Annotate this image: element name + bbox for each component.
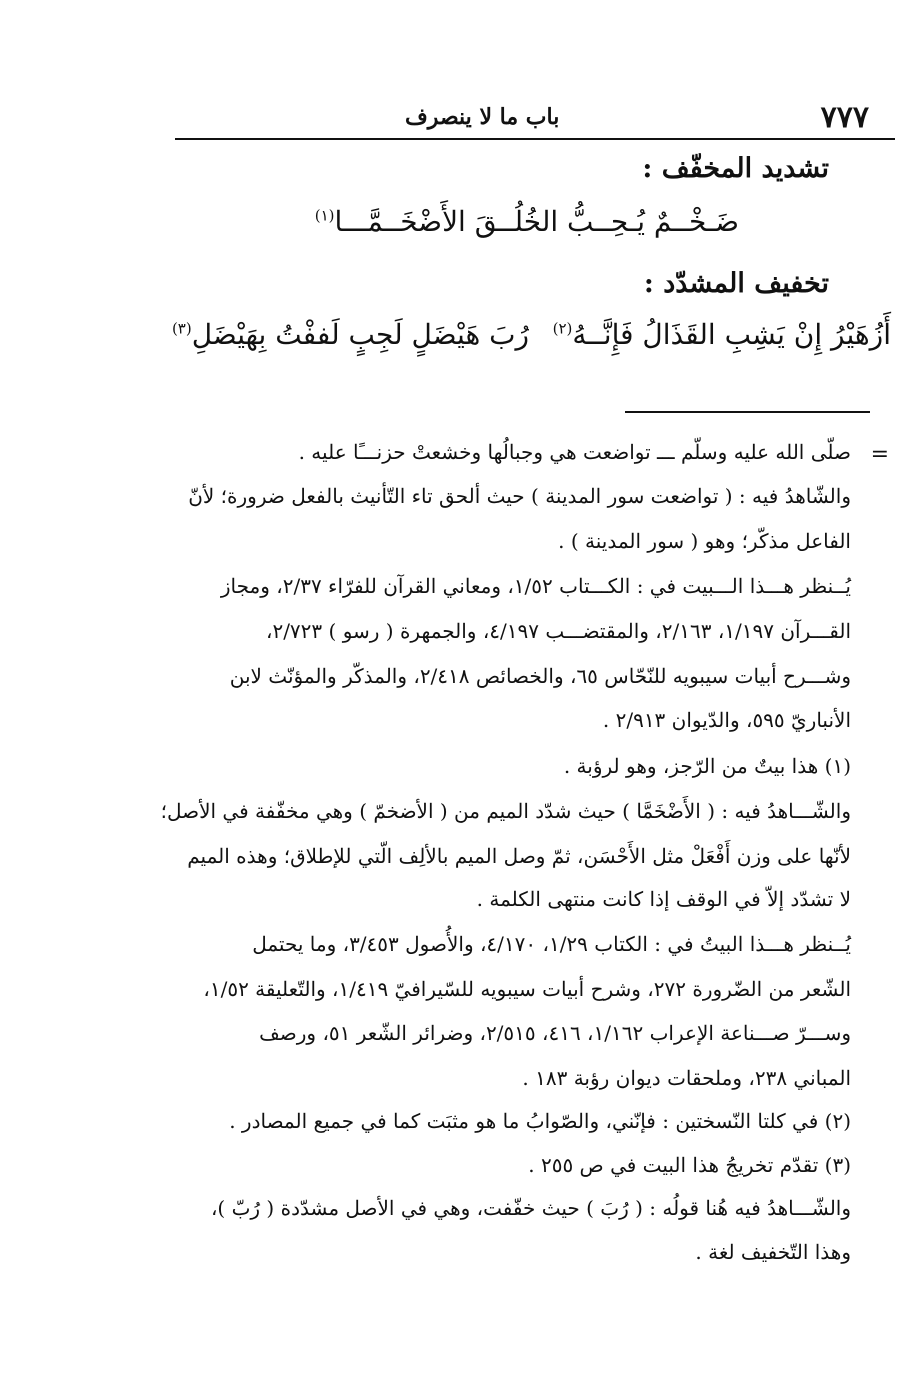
footnote-line: (٣) تقدّم تخريجُ هذا البيت في ص ٢٥٥ .	[528, 1153, 851, 1177]
verse-2-right-text: أَزُهَيْرُ إِنْ يَشِبِ القَذَالُ فَإِنَّــهُ	[572, 318, 891, 351]
header-divider	[175, 138, 895, 140]
footnote-line: (٢) في كلتا النّسختين : فإنّني، والصّوابُ ما هو مثبَت كما في جميع المصادر .	[229, 1109, 851, 1133]
footnote-line: الفاعل مذكّر؛ وهو ( سور المدينة ) .	[558, 529, 851, 553]
verse-2-left-text: رُبَ هَيْضَلٍ لَجِبٍ لَففْتُ بِهَيْضَلِ	[191, 318, 529, 351]
continuation-mark: =	[870, 442, 889, 467]
footnote-separator	[625, 411, 870, 413]
footnote-line: المباني ٢٣٨، وملحقات ديوان رؤبة ١٨٣ .	[522, 1066, 851, 1090]
footnote-line: لا تشدّد إلاّ في الوقف إذا كانت منتهى الكلمة .	[476, 887, 851, 911]
footnote-line: القـــرآن ١/١٩٧، ٢/١٦٣، والمقتضـــب ٤/١٩٧، والجمهرة ( رسو ) ٢/٧٢٣،	[265, 619, 851, 643]
page-number: ٧٧٧	[820, 100, 869, 135]
footnote-line: يُــنظر هـــذا الـــبيت في : الكـــتاب ١/٥٢، ومعاني القرآن للفرّاء ٢/٣٧، ومجاز	[220, 574, 851, 598]
verse-1	[315, 205, 739, 238]
footnote-line: لأنّها على وزن أَفْعَلْ مثل الأَحْسَن، ثمّ وصل الميم بالألِف الّتي للإطلاق؛ وهذه الميم	[187, 844, 851, 868]
footnote-ref-1: (١)	[314, 206, 335, 225]
verse-1-text: ضَـخْــمٌ يُـحِــبُّ الخُلُــقَ الأَضْخَــمَّـــا	[334, 205, 739, 238]
footnote-line: الأنباريّ ٥٩٥، والدّيوان ٢/٩١٣ .	[602, 708, 851, 732]
section-heading-takhfif: تخفيف المشدّد :	[643, 268, 829, 299]
verse-2-left-hemistich	[172, 318, 529, 351]
footnote-line: والشّـــاهدُ فيه : ( الأَضْخَمَّا ) حيث شدّد الميم من ( الأضخمّ ) وهي مخفّفة في الأصل؛	[160, 799, 851, 823]
chapter-title: باب ما لا ينصرف	[405, 104, 560, 130]
verse-2-right-hemistich	[553, 318, 891, 351]
footnote-line: وشـــرح أبيات سيبويه للنّحّاس ٦٥، والخصائص ٢/٤١٨، والمذكّر والمؤنّث لابن	[229, 664, 851, 688]
footnote-line: يُــنظر هـــذا البيتُ في : الكتاب ١/٢٩، ٤/١٧٠، والأُصول ٣/٤٥٣، وما يحتمل	[252, 932, 851, 956]
footnote-line: والشّاهدُ فيه : ( تواضعت سور المدينة ) حيث ألحق تاء التّأنيث بالفعل ضرورة؛ لأنّ	[188, 484, 851, 508]
footnote-line: صلّى الله عليه وسلّم ـــ تواضعت هي وجبالُها وخشعتْ حزنـــًا عليه .	[298, 440, 851, 464]
section-heading-tashdid: تشديد المخفّف :	[642, 153, 829, 184]
footnote-ref-3: (٣)	[171, 319, 192, 338]
footnote-line: والشّـــاهدُ فيه هُنا قولُه : ( رُبَ ) حيث خفّفت، وهي في الأصل مشدّدة ( رُبّ )،	[210, 1196, 851, 1220]
footnote-line: الشّعر من الضّرورة ٢٧٢، وشرح أبيات سيبويه للسّيرافيّ ١/٤١٩، والتّعليقة ١/٥٢،	[203, 977, 851, 1001]
footnote-line: وهذا التّخفيف لغة .	[695, 1240, 851, 1264]
footnote-line: (١) هذا بيتٌ من الرّجز، وهو لرؤبة .	[563, 754, 851, 778]
footnote-line: وســـرّ صـــناعة الإعراب ١/١٦٢، ٤١٦، ٢/٥١٥، وضرائر الشّعر ٥١، ورصف	[259, 1021, 851, 1045]
footnote-ref-2: (٢)	[552, 319, 573, 338]
